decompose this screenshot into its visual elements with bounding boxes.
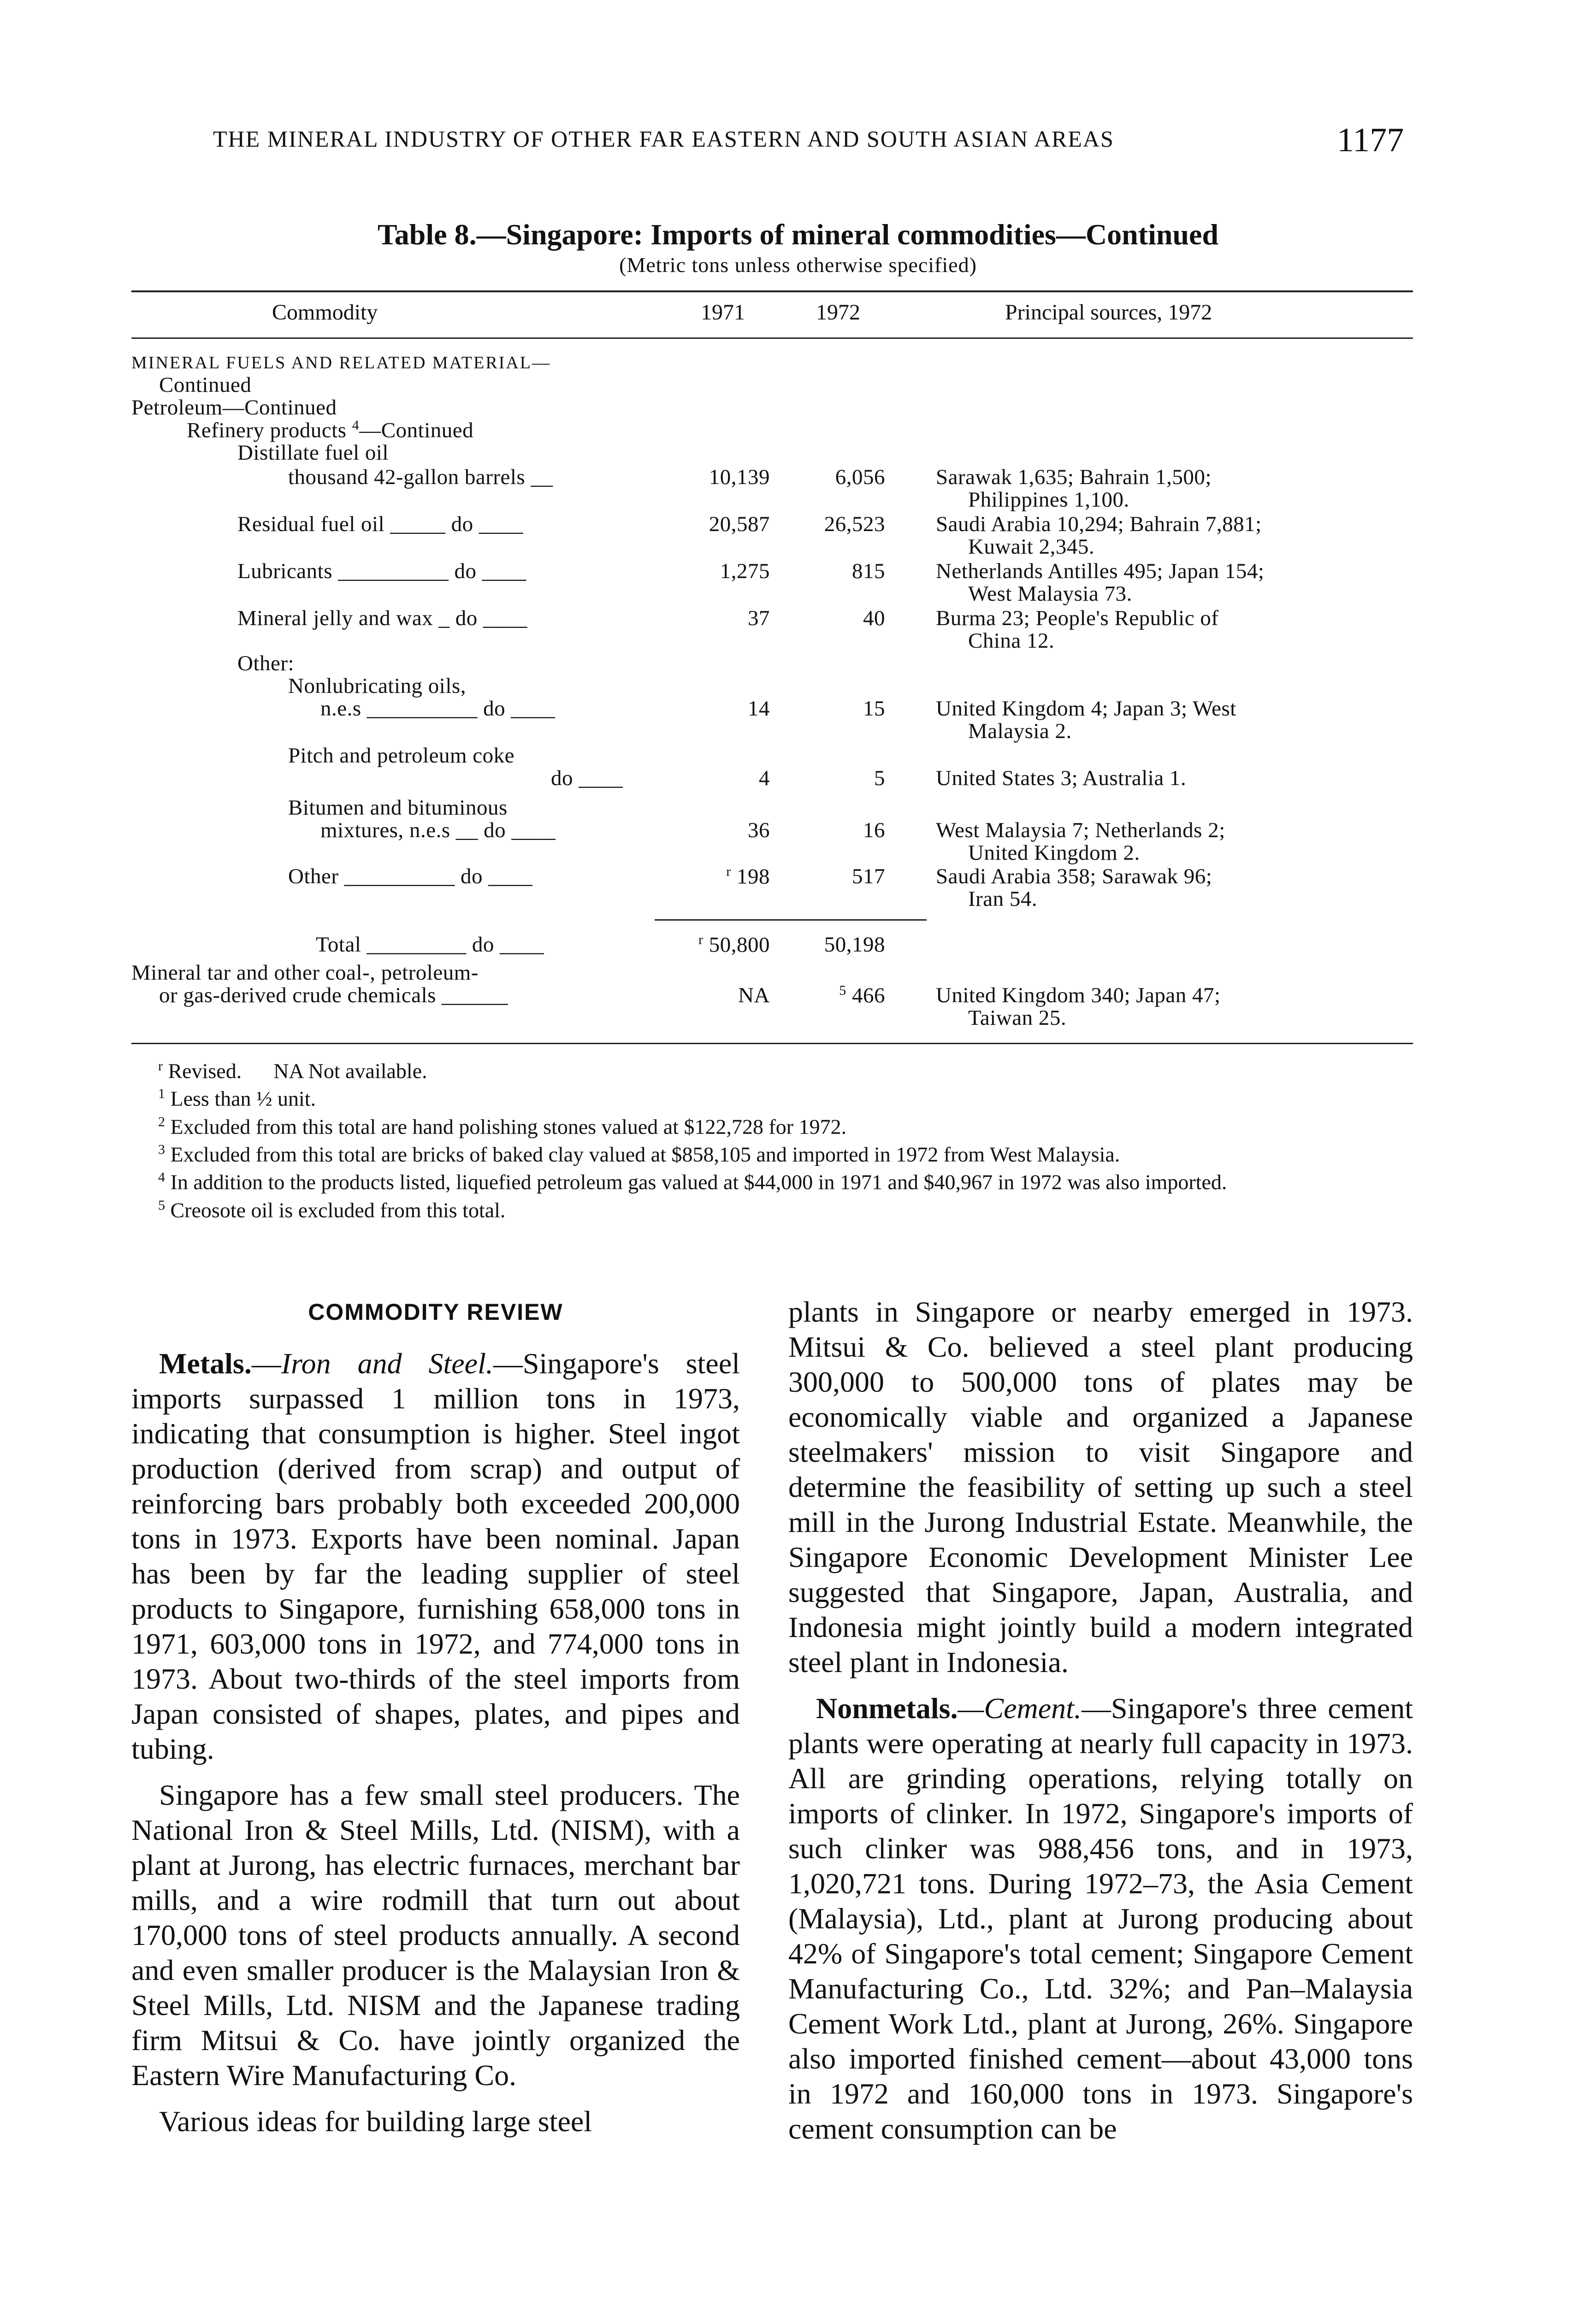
cell-1972: 50,198 [824,933,885,957]
row-label: Residual fuel oil _____ do ____ [237,512,523,536]
cell-1971: 10,139 [709,465,770,489]
paragraph-steel-ideas-cont: plants in Singapore or nearby emerged in 1973. Mitsui & Co. believed a steel plant producing 300,000 to 500,000 tons of plates may be economically viable and organized a Japanese steelmakers' mission to visit Singapore and determine the feasibility of setting up such a steel mill in the Jurong Industrial Estate. Meanwhile, the Singapore Economic Development Minister Lee suggested that Singapore, Japan, Australia, and Indonesia might jointly build a modern integrated steel plant in Indonesia. [788,1295,1413,1679]
cell-1972: 6,056 [835,465,885,489]
footnote-text: Less than ½ unit. [170,1087,316,1111]
cell-sources-cont: Taiwan 25. [968,1006,1067,1030]
footnote-ref: 4 [352,418,360,433]
footnote-text: In addition to the products listed, liquefied petroleum gas valued at $44,000 in 1971 and $40,967 in 1972 was also imported. [170,1170,1227,1194]
cell-1972: 16 [863,818,885,842]
subsection-refinery-products [187,418,473,443]
total-rule [655,919,927,921]
footnote-ref: 5 [839,983,846,998]
cell-1971 [655,932,770,957]
footnote-text: Excluded from this total are hand polishing stones valued at $122,728 for 1972. [170,1114,847,1138]
cell-1972: 815 [852,559,885,583]
cell-sources-cont: Kuwait 2,345. [968,535,1095,559]
footnote-revised [131,1055,1413,1082]
subhead-iron-steel: Iron and Steel. [281,1347,493,1380]
section-heading: MINERAL FUELS AND RELATED MATERIAL— [131,353,551,372]
cell-1972: 26,523 [824,512,885,536]
cell-1971: 1,275 [720,559,770,583]
lead-metals: Metals. [159,1347,252,1380]
cell-1972: 5 [874,766,885,790]
refinery-continued: —Continued [359,418,474,443]
revised-mark: r [698,932,703,947]
article-right-column [788,1294,1413,2146]
cell-sources-cont: West Malaysia 73. [968,582,1132,606]
cell-sources-cont: Malaysia 2. [968,719,1072,743]
table-subtitle: (Metric tons unless otherwise specified) [619,253,977,277]
paragraph-metals [131,1346,740,1767]
table-bottom-rule [131,1043,1413,1044]
footnote-na: NA Not available. [273,1059,427,1083]
cell-1971: 20,587 [709,512,770,536]
row-label-other-group: Other: [237,651,295,675]
cell-sources: Sarawak 1,635; Bahrain 1,500; [936,465,1212,489]
paragraph-steel-ideas: Various ideas for building large steel [159,2105,592,2138]
row-label: Lubricants __________ do ____ [237,559,526,583]
table-header-rule [131,337,1413,339]
cell-sources: Saudi Arabia 10,294; Bahrain 7,881; [936,512,1262,536]
cell-1971: 4 [759,766,770,790]
row-label-total: Total _________ do ____ [316,933,544,957]
column-header-commodity: Commodity [272,300,378,325]
row-label-cont: n.e.s __________ do ____ [320,697,556,721]
cell-sources: United Kingdom 340; Japan 47; [936,983,1221,1007]
row-label: Mineral jelly and wax _ do ____ [237,606,527,630]
row-label: Nonlubricating oils, [288,674,466,698]
row-label: Mineral tar and other coal-, petroleum- [131,961,479,985]
cell-sources: West Malaysia 7; Netherlands 2; [936,818,1225,842]
lead-nonmetals: Nonmetals. [816,1692,958,1725]
footnote-3 [131,1138,1413,1166]
cell-1971 [655,864,770,889]
row-label: thousand 42-gallon barrels __ [288,465,553,489]
paragraph-nonmetals [788,1691,1413,2146]
footnote-text: Revised. [168,1059,242,1083]
footnote-mark: 4 [158,1170,165,1185]
paragraph-text: —Singapore's steel imports surpassed 1 million tons in 1973, indicating that consumption is higher. Steel ingot production (derived from scrap) and output of reinforcing bars probably both exceeded 200,000 tons in 1973. Exports have been nominal. Japan has been by far the leading supplier of steel products to Singapore, furnishing 658,000 tons in 1971, 603,000 tons in 1972, and 774,000 tons in 1973. About two-thirds of the steel imports from Japan consisted of shapes, plates, and pipes and tubing. [131,1347,740,1765]
cell-sources-cont: Philippines 1,100. [968,488,1129,512]
article-left-column [131,1294,740,2139]
subsection-petroleum: Petroleum—Continued [131,396,337,420]
running-head: THE MINERAL INDUSTRY OF OTHER FAR EASTERN AND SOUTH ASIAN AREAS [213,126,1114,152]
footnote-5 [131,1194,1413,1222]
cell-sources-cont: China 12. [968,629,1055,653]
footnote-mark: r [158,1058,163,1074]
footnote-mark: 3 [158,1141,165,1157]
table-footnotes [131,1055,1413,1222]
footnote-4 [131,1166,1413,1194]
section-heading-commodity-review: COMMODITY REVIEW [308,1299,563,1325]
revised-mark: r [726,864,731,879]
section-heading-continued: Continued [159,373,252,397]
cell-1971-value: 50,800 [709,933,770,957]
footnote-mark: 1 [158,1086,165,1102]
cell-1972-value: 466 [852,983,885,1008]
cell-1972 [774,983,885,1008]
row-label-cont: do ____ [551,766,623,790]
column-header-principal-sources: Principal sources, 1972 [1005,300,1212,325]
page-number: 1177 [1337,121,1404,159]
table-top-rule [131,290,1413,292]
paragraph-text: —Singapore's three cement plants were operating at nearly full capacity in 1973. All are grinding operations, relying totally on imports of clinker. In 1972, Singapore's imports of such clinker was 988,456 tons, and in 1973, 1,020,721 tons. During 1972–73, the Asia Cement (Malaysia), Ltd., plant at Jurong producing about 42% of Singapore's total cement; Singapore Cement Manufacturing Co., Ltd. 32%; and Pan–Malaysia Cement Work Ltd., plant at Jurong, 26%. Singapore also imported finished cement—about 43,000 tons in 1972 and 160,000 tons in 1973. Singapore's cement consumption can be [788,1692,1413,2145]
subsection-distillate: Distillate fuel oil [237,441,389,465]
cell-sources: Netherlands Antilles 495; Japan 154; [936,559,1265,583]
row-label-cont: mixtures, n.e.s __ do ____ [320,818,556,842]
cell-sources-cont: Iran 54. [968,887,1038,911]
row-label: Pitch and petroleum coke [288,744,514,768]
dash: — [251,1347,281,1380]
cell-1972: 517 [852,864,885,888]
footnote-text: Excluded from this total are bricks of baked clay valued at $858,105 and imported in 1972 from West Malaysia. [170,1142,1120,1166]
cell-sources: United States 3; Australia 1. [936,766,1187,790]
cell-1971: 36 [748,818,770,842]
cell-1972: 15 [863,697,885,721]
row-label: Bitumen and bituminous [288,796,508,820]
cell-1971-value: 198 [737,864,770,889]
cell-sources-cont: United Kingdom 2. [968,841,1140,865]
column-header-1971: 1971 [701,300,745,325]
subhead-cement: —Cement. [958,1692,1082,1725]
footnote-mark: 5 [158,1197,165,1213]
row-label-cont: or gas-derived crude chemicals ______ [159,983,508,1007]
cell-1972: 40 [863,606,885,630]
footnote-text: Creosote oil is excluded from this total. [170,1198,506,1222]
footnote-mark: 2 [158,1114,165,1129]
table-title: Table 8.—Singapore: Imports of mineral commodities—Continued [377,218,1219,251]
footnote-2 [131,1111,1413,1138]
paragraph-steel-producers: Singapore has a few small steel producers. The National Iron & Steel Mills, Ltd. (NISM), with a plant at Jurong, has electric furnaces, merchant bar mills, and a wire rodmill that turn out about 170,000 tons of steel products annually. A second and even smaller producer is the Malaysian Iron & Steel Mills, Ltd. NISM and the Japanese trading firm Mitsui & Co. have jointly organized the Eastern Wire Manufacturing Co. [131,1779,740,2092]
cell-1971: NA [738,983,770,1007]
cell-1971: 37 [748,606,770,630]
footnote-1 [131,1082,1413,1110]
column-header-1972: 1972 [816,300,860,325]
refinery-label: Refinery products [187,418,347,443]
row-label: Other __________ do ____ [288,864,533,888]
cell-1971: 14 [748,697,770,721]
cell-sources: United Kingdom 4; Japan 3; West [936,697,1236,721]
cell-sources: Saudi Arabia 358; Sarawak 96; [936,864,1212,888]
cell-sources: Burma 23; People's Republic of [936,606,1219,630]
